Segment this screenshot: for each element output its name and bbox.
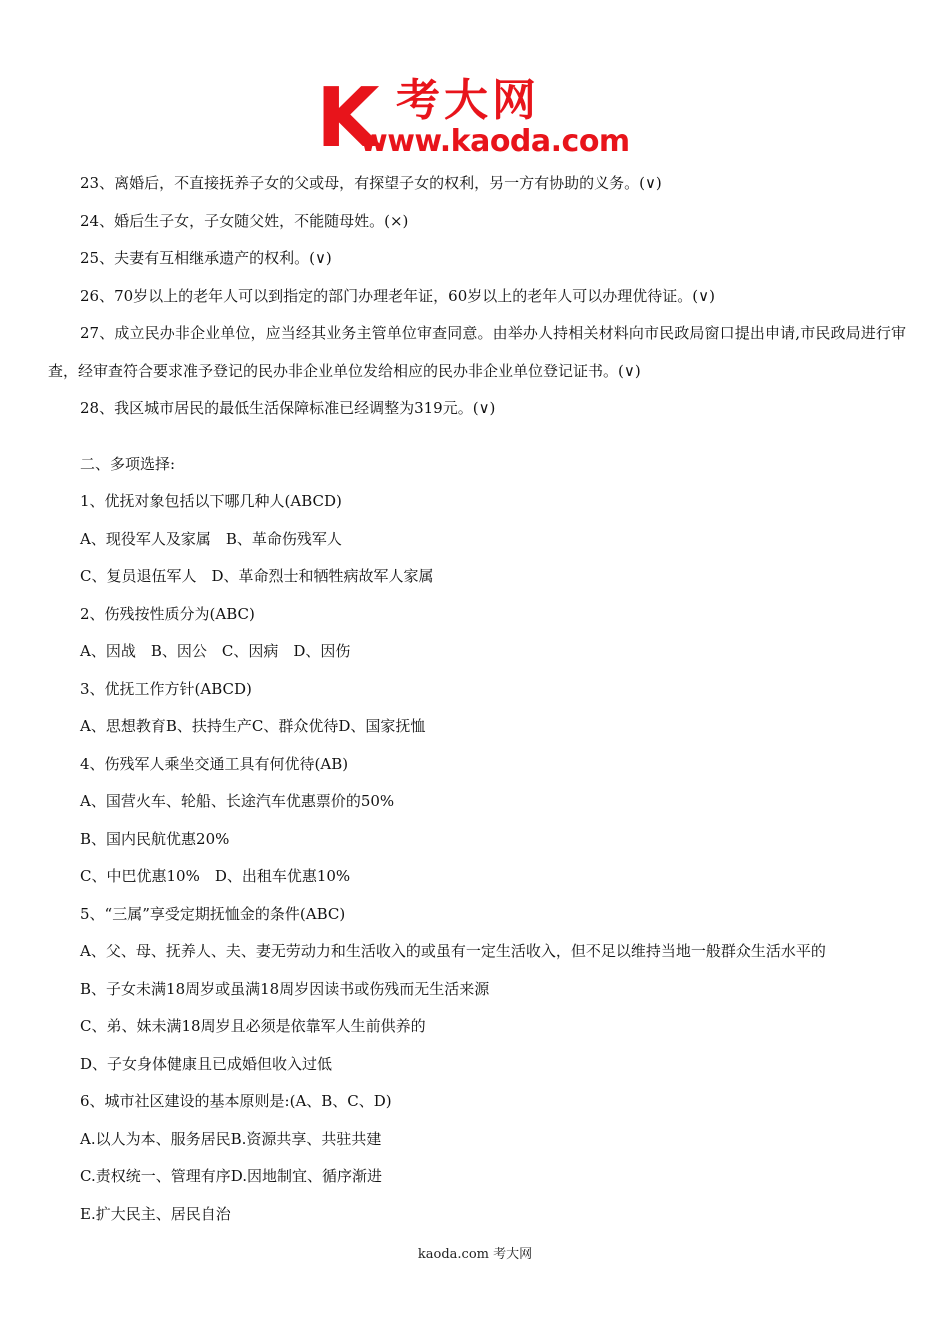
list-item: 1、优抚对象包括以下哪几种人(ABCD) bbox=[80, 492, 342, 510]
section-title: 二、多项选择: bbox=[80, 454, 176, 473]
list-item: 4、伤残军人乘坐交通工具有何优待(AB) bbox=[80, 754, 349, 773]
page-footer: kaoda.com 考大网 bbox=[417, 1247, 533, 1262]
question-27: 27、成立民办非企业单位，应当经其业务主管单位审查同意。由举办人持相关材料向市民政局窗口提出申请,市民政局进行审查，经审查符合要求准予登记的民办非企业单位发给相应的民办非企业单位登记证书。(∨) bbox=[48, 324, 906, 380]
list-item: B、子女未满18周岁或虽满18周岁因读书或伤残而无生活来源 bbox=[80, 979, 490, 998]
list-item: C、弟、妹未满18周岁且必须是依靠军人生前供养的 bbox=[80, 1017, 426, 1035]
list-item: 2、伤残按性质分为(ABC) bbox=[80, 604, 255, 623]
logo-chinese-name: 考大网 bbox=[396, 75, 540, 126]
list-item: C、复员退伍军人 D、革命烈士和牺牲病故军人家属 bbox=[80, 567, 434, 585]
svg-text:K: K bbox=[316, 80, 380, 156]
list-item: C、中巴优惠10% D、出租车优惠10% bbox=[80, 867, 351, 885]
multiple-choice-list bbox=[48, 483, 906, 1233]
question-24: 24、婚后生子女，子女随父姓，不能随母姓。(×) bbox=[80, 211, 409, 230]
list-item: A、父、母、抚养人、夫、妻无劳动力和生活收入的或虽有一定生活收入，但不足以维持当地一般群众生活水平的 bbox=[80, 942, 826, 960]
kaoda-logo bbox=[316, 76, 636, 158]
section-gap bbox=[48, 428, 906, 446]
list-item: D、子女身体健康且已成婚但收入过低 bbox=[80, 1054, 333, 1073]
list-item: 6、城市社区建设的基本原则是:(A、B、C、D) bbox=[80, 1092, 392, 1110]
document-body bbox=[48, 165, 906, 1233]
list-item: 3、优抚工作方针(ABCD) bbox=[80, 679, 252, 698]
list-item: A、因战 B、因公 C、因病 D、因伤 bbox=[80, 642, 351, 660]
question-23: 23、离婚后，不直接抚养子女的父或母，有探望子女的权利，另一方有协助的义务。(∨) bbox=[80, 174, 662, 192]
list-item: C.责权统一、管理有序D.因地制宜、循序渐进 bbox=[80, 1167, 382, 1185]
list-item: A、思想教育B、扶持生产C、群众优待D、国家抚恤 bbox=[80, 717, 426, 735]
list-item: A、国营火车、轮船、长途汽车优惠票价的50% bbox=[80, 792, 395, 810]
list-item: B、国内民航优惠20% bbox=[80, 829, 230, 848]
list-item: E.扩大民主、居民自治 bbox=[80, 1204, 231, 1223]
logo-url: www.kaoda.com bbox=[360, 124, 630, 159]
question-26: 26、70岁以上的老年人可以到指定的部门办理老年证，60岁以上的老年人可以办理优待证。(∨) bbox=[80, 286, 715, 305]
question-28: 28、我区城市居民的最低生活保障标准已经调整为319元。(∨) bbox=[80, 399, 496, 417]
list-item: A.以人为本、服务居民B.资源共享、共驻共建 bbox=[80, 1129, 382, 1148]
list-item: 5、“三属”享受定期抚恤金的条件(ABC) bbox=[80, 904, 346, 923]
question-25: 25、夫妻有互相继承遗产的权利。(∨) bbox=[80, 249, 332, 267]
list-item: A、现役军人及家属 B、革命伤残军人 bbox=[80, 529, 342, 548]
